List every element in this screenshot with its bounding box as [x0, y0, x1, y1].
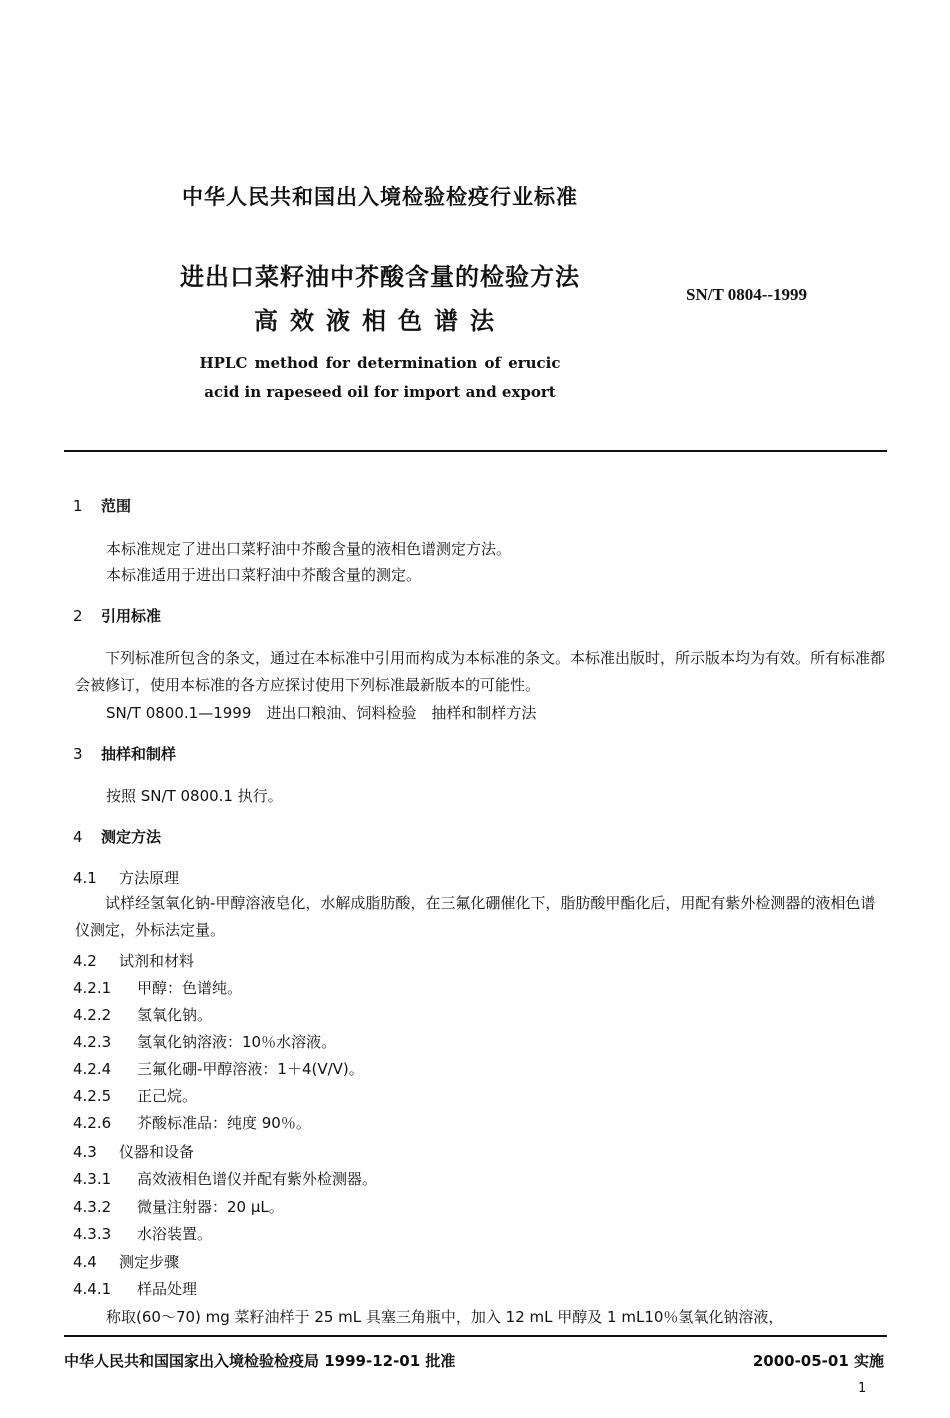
item-text: 甲醇：色谱纯。: [137, 979, 243, 997]
list-item: [73, 1085, 197, 1106]
document-title-en-line2: acid in rapeseed oil for import and export: [204, 383, 556, 401]
list-item: [73, 1058, 364, 1079]
industry-standard-title: 中华人民共和国出入境检验检疫行业标准: [182, 185, 578, 209]
subsection-number: 4.3: [73, 1143, 97, 1161]
subsection-4-3-heading: [73, 1141, 194, 1162]
item-text: 水浴装置。: [137, 1225, 213, 1243]
item-number: 4.4.1: [73, 1280, 112, 1298]
approval-line: 中华人民共和国国家出入境检验检疫局 1999-12-01 批准: [64, 1352, 456, 1370]
section-2-paragraph: 下列标准所包含的条文，通过在本标准中引用而构成为本标准的条文。本标准出版时，所示版本均为有效。所有标准都会被修订，使用本标准的各方应探讨使用下列标准最新版本的可能性。: [75, 649, 886, 694]
footer-divider: [64, 1335, 887, 1337]
item-number: 4.3.2: [73, 1198, 112, 1216]
list-item: [73, 1031, 336, 1052]
subsection-title: 试剂和材料: [119, 952, 195, 970]
subsection-4-4-1-heading: [73, 1278, 197, 1299]
section-number: 1: [73, 497, 83, 515]
section-1-heading: [73, 495, 131, 516]
list-item: [73, 1168, 377, 1189]
subsection-4-1-paragraph: 试样经氢氧化钠-甲醇溶液皂化，水解成脂肪酸，在三氟化硼催化下，脂肪酸甲酯化后，用配有紫外检测器的液相色谱仪测定，外标法定量。: [75, 894, 876, 939]
item-number: 4.2.3: [73, 1033, 112, 1051]
document-title-en-line1: HPLC method for determination of erucic: [199, 354, 561, 372]
item-text: 高效液相色谱仪并配有紫外检测器。: [137, 1170, 378, 1188]
item-text: 三氟化硼-甲醇溶液：1＋4(V/V)。: [137, 1060, 364, 1078]
standard-code: SN/T 0804--1999: [686, 285, 808, 304]
item-text: 微量注射器：20 μL。: [137, 1198, 284, 1216]
section-title: 抽样和制样: [101, 745, 177, 763]
item-text: 氢氧化钠。: [137, 1006, 213, 1024]
list-item: [73, 1004, 212, 1025]
item-number: 4.3.1: [73, 1170, 112, 1188]
section-1-paragraph-1: 本标准规定了进出口菜籽油中芥酸含量的液相色谱测定方法。: [106, 540, 512, 558]
document-subtitle-cn: 高效液相色谱法: [254, 307, 506, 335]
subsection-number: 4.4: [73, 1253, 97, 1271]
subsection-4-4-1-paragraph: 称取(60～70) mg 菜籽油样于 25 mL 具塞三角瓶中，加入 12 mL 甲醇及 1 mL10％氢氧化钠溶液，: [106, 1308, 784, 1326]
list-item: [73, 1196, 284, 1217]
item-text: 正己烷。: [137, 1087, 198, 1105]
section-number: 4: [73, 828, 83, 846]
header-divider: [64, 450, 887, 452]
list-item: [73, 1223, 212, 1244]
section-title: 引用标准: [101, 607, 162, 625]
section-4-heading: [73, 826, 161, 847]
section-2-heading: [73, 605, 161, 626]
item-text: 芥酸标准品：纯度 90％。: [137, 1114, 311, 1132]
item-text: 样品处理: [137, 1280, 198, 1298]
section-title: 范围: [101, 497, 132, 515]
item-number: 4.3.3: [73, 1225, 112, 1243]
subsection-4-2-heading: [73, 950, 194, 971]
item-text: 氢氧化钠溶液：10％水溶液。: [137, 1033, 337, 1051]
section-3-heading: [73, 743, 176, 764]
item-number: 4.2.6: [73, 1114, 112, 1132]
implementation-date: 2000-05-01 实施: [752, 1352, 884, 1370]
section-number: 2: [73, 607, 83, 625]
document-title-cn: 进出口菜籽油中芥酸含量的检验方法: [180, 263, 580, 291]
page-number: 1: [858, 1381, 867, 1396]
subsection-4-4-heading: [73, 1251, 179, 1272]
section-1-paragraph-2: 本标准适用于进出口菜籽油中芥酸含量的测定。: [106, 566, 422, 584]
section-title: 测定方法: [101, 828, 162, 846]
list-item: [73, 1112, 311, 1133]
item-number: 4.2.2: [73, 1006, 112, 1024]
section-2-reference: SN/T 0800.1—1999 进出口粮油、饲料检验 抽样和制样方法: [106, 704, 537, 722]
subsection-title: 测定步骤: [119, 1253, 180, 1271]
section-number: 3: [73, 745, 83, 763]
subsection-4-1-heading: [73, 867, 179, 888]
subsection-number: 4.2: [73, 952, 97, 970]
item-number: 4.2.5: [73, 1087, 112, 1105]
list-item: [73, 977, 242, 998]
subsection-title: 方法原理: [119, 869, 180, 887]
subsection-number: 4.1: [73, 869, 97, 887]
subsection-title: 仪器和设备: [119, 1143, 195, 1161]
item-number: 4.2.1: [73, 979, 112, 997]
section-3-paragraph: 按照 SN/T 0800.1 执行。: [106, 787, 283, 805]
item-number: 4.2.4: [73, 1060, 112, 1078]
